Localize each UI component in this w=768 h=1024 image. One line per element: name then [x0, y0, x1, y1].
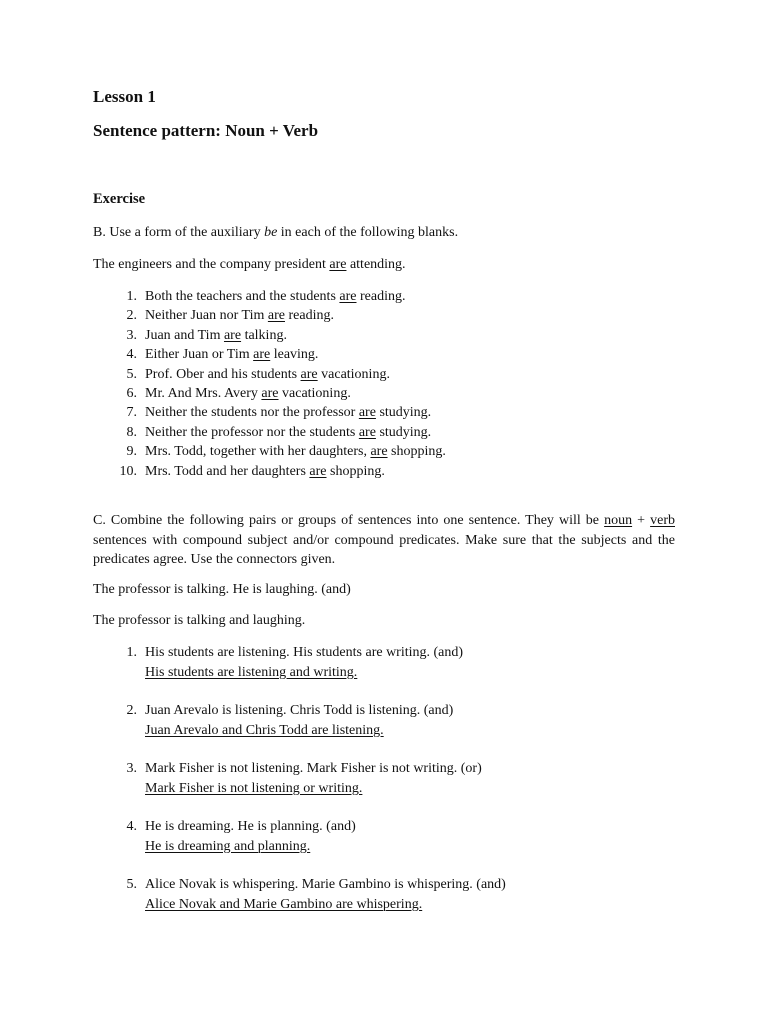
part-b-example-before: The engineers and the company president — [93, 257, 330, 272]
item-question: Mark Fisher is not listening. Mark Fisher is not writing. (or) — [145, 761, 482, 776]
item-number: 2. — [126, 308, 137, 324]
item-question: He is dreaming. He is planning. (and) — [145, 819, 356, 834]
exercise-heading: Exercise — [93, 191, 146, 207]
item-text: Neither the professor nor the students — [145, 424, 359, 440]
item-text-after: shopping. — [326, 463, 385, 479]
list-item — [113, 442, 446, 461]
part-b-instruction-italic: be — [264, 225, 278, 240]
pattern-title: Sentence pattern: Noun + Verb — [93, 121, 319, 140]
list-item — [113, 287, 446, 306]
list-item — [113, 462, 446, 481]
part-c-instruction-3: sentences with compound subject and/or compound predicates. Make sure that the subjects and the predicates agree. Use the connectors given. — [93, 532, 675, 567]
part-c-instruction — [93, 511, 675, 570]
part-b-example — [93, 256, 406, 274]
item-text-after: studying. — [375, 405, 432, 421]
part-b-list — [113, 287, 446, 481]
list-item — [113, 701, 453, 740]
item-answer: are — [253, 347, 271, 363]
list-item — [113, 423, 446, 442]
part-c-word-verb: verb — [650, 513, 675, 528]
part-b-example-after: attending. — [346, 257, 406, 272]
item-answer: are — [358, 405, 376, 421]
list-item — [113, 817, 356, 856]
item-number: 8. — [126, 424, 137, 440]
item-text-after: vacationing. — [278, 386, 351, 402]
list-item — [113, 365, 446, 384]
item-answer: Mark Fisher is not listening or writing. — [145, 780, 363, 796]
item-answer: are — [309, 463, 327, 479]
part-c-word-noun: noun — [604, 513, 633, 528]
item-number: 5. — [126, 877, 137, 892]
item-number: 4. — [126, 819, 137, 834]
list-item — [113, 345, 446, 364]
item-text-after: leaving. — [270, 347, 319, 363]
item-number: 1. — [126, 645, 137, 660]
item-answer: Alice Novak and Marie Gambino are whispering. — [145, 896, 423, 912]
item-text: Mrs. Todd, together with her daughters, — [145, 444, 371, 460]
item-answer: are — [300, 366, 318, 382]
item-answer: are — [223, 327, 242, 343]
item-text: Prof. Ober and his students — [145, 366, 301, 382]
item-answer: are — [358, 424, 376, 440]
list-item — [113, 384, 446, 403]
item-number: 9. — [126, 444, 137, 460]
item-text-after: reading. — [356, 289, 406, 304]
part-b-instruction-pre: B. Use a form of the auxiliary — [93, 225, 265, 240]
item-text: Mrs. Todd and her daughters — [145, 463, 310, 479]
list-item — [113, 875, 506, 914]
item-text-after: studying. — [375, 424, 432, 440]
item-answer: Juan Arevalo and Chris Todd are listening. — [145, 722, 384, 738]
part-b-example-answer: are — [329, 257, 347, 272]
part-b-instruction — [93, 224, 458, 242]
item-text-after: vacationing. — [317, 366, 390, 382]
list-item — [113, 759, 482, 798]
part-c-instruction-2: + — [632, 513, 651, 528]
list-item — [113, 643, 463, 682]
item-text: Either Juan or Tim — [145, 347, 254, 363]
item-answer: are — [339, 289, 357, 304]
item-answer: are — [370, 444, 388, 460]
item-question: Juan Arevalo is listening. Chris Todd is listening. (and) — [145, 703, 454, 718]
item-number: 3. — [126, 327, 137, 343]
part-c-instruction-1: C. Combine the following pairs or groups of sentences into one sentence. They will be — [93, 513, 605, 528]
item-text-after: talking. — [241, 327, 287, 343]
item-number: 5. — [126, 366, 137, 382]
item-text-after: reading. — [284, 308, 334, 324]
item-answer: are — [267, 308, 285, 324]
item-text: Both the teachers and the students — [145, 289, 340, 304]
item-number: 7. — [126, 405, 137, 421]
list-item — [113, 306, 446, 325]
list-item — [113, 403, 446, 422]
item-text: Neither the students nor the professor — [145, 405, 359, 421]
lesson-title: Lesson 1 — [93, 87, 156, 106]
item-answer: are — [261, 386, 279, 402]
list-item — [113, 326, 446, 345]
item-question: Alice Novak is whispering. Marie Gambino is whispering. (and) — [145, 877, 506, 892]
item-answer: He is dreaming and planning. — [145, 838, 311, 854]
item-text: Neither Juan nor Tim — [145, 308, 268, 324]
part-b-instruction-post: in each of the following blanks. — [277, 225, 459, 240]
item-number: 1. — [126, 289, 137, 304]
item-number: 2. — [126, 703, 137, 718]
item-text-after: shopping. — [387, 444, 446, 460]
item-number: 4. — [126, 347, 137, 363]
item-text: Juan and Tim — [145, 327, 224, 343]
item-number: 6. — [126, 386, 137, 402]
item-number: 3. — [126, 761, 137, 776]
item-text: Mr. And Mrs. Avery — [145, 386, 262, 402]
item-answer: His students are listening and writing. — [145, 664, 358, 680]
item-question: His students are listening. His students are writing. (and) — [145, 645, 464, 660]
part-c-example-answer: The professor is talking and laughing. — [93, 613, 306, 628]
part-c-example-question: The professor is talking. He is laughing. (and) — [93, 582, 351, 597]
item-number: 10. — [119, 463, 137, 479]
